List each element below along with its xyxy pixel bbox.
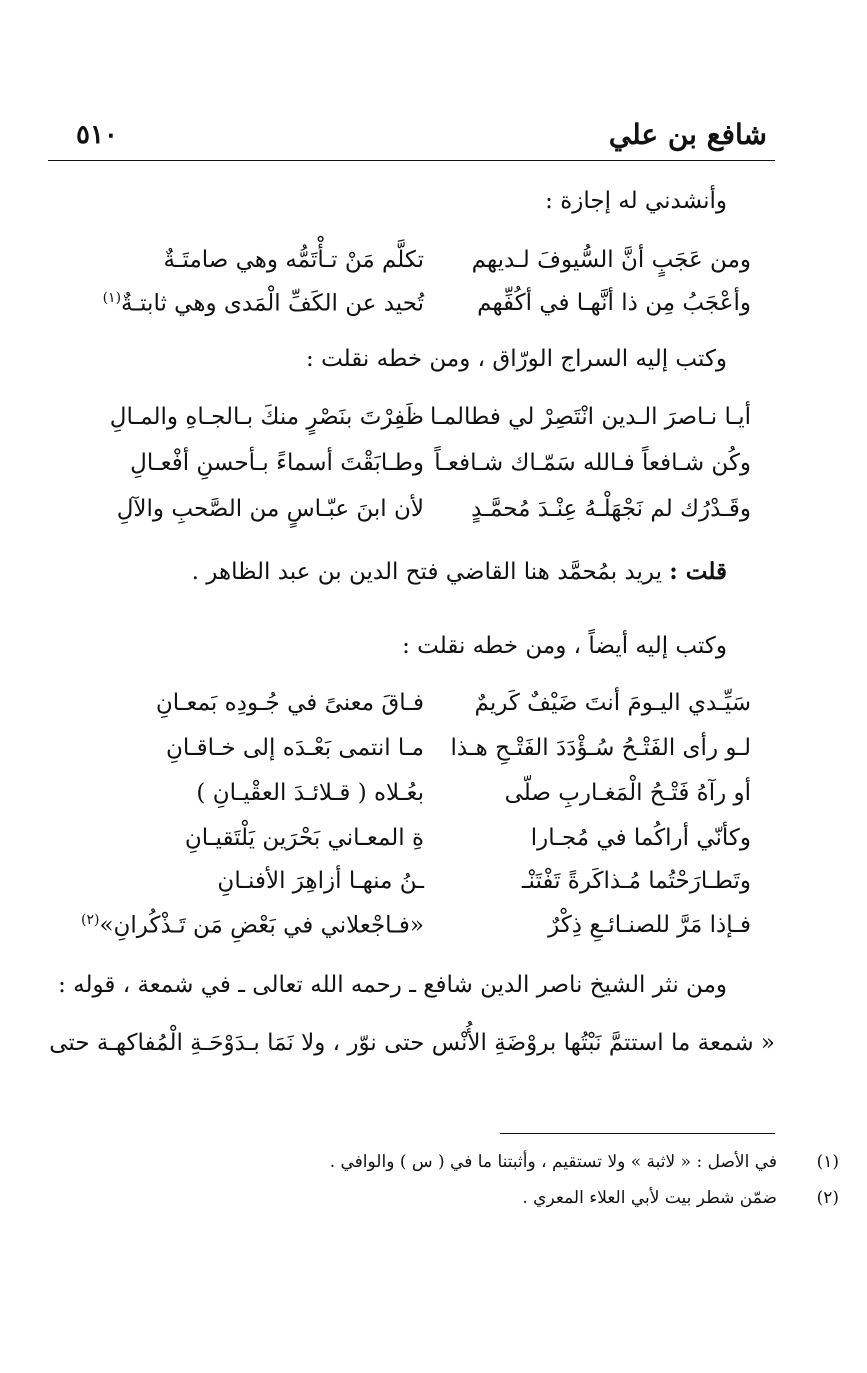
verse-row [48,450,775,490]
verse-ajuz: ـنُ منهـا أزاهِرَ الأفنـانِ [217,868,424,894]
verse-row [48,290,775,330]
verse-ajuz: ةِ المعـاني بَحْرَين يَلْتَقيـانِ [184,825,424,851]
verse-row [48,868,775,908]
verse-sadr: وأعْجَبُ مِن ذا أنَّهـا في أكُفِّهم [477,290,751,316]
verse-sadr: وتَطـارَحْتُما مُـذاكَرةً تَفْتَنْـ [521,868,751,894]
section4-intro: ومن نثر الشيخ ناصر الدين شافع ـ رحمه الله تعالى ـ في شمعة ، قوله : [58,972,727,998]
verse-ajuz: تكلَّم مَنْ تـأْتَمُّه وهي صامتَـةٌ [163,247,424,273]
note-label: قلت : [669,558,727,585]
verse-ajuz [84,290,424,317]
page-number: ٥١٠ [76,120,118,150]
verse-ajuz: بعُـلاه ( قـلائـدَ العقْيـانِ ) [196,780,424,806]
footnote-text: في الأصل : « لاثبة » ولا تستقيم ، وأثبتنا ما في ( س ) والوافي . [329,1152,777,1172]
verse-row [48,735,775,775]
verse-row [48,496,775,536]
section3-intro: وكتب إليه أيضاً ، ومن خطه نقلت : [402,633,727,659]
footnote-number: (٢) [816,1188,839,1208]
footnote-ref-1: (١) [102,290,122,306]
verse-ajuz-text: تُحيد عن الكَفِّ الْمَدى وهي ثابتـةٌ [121,290,424,317]
verse-row [48,690,775,730]
section1-intro: وأنشدني له إجازة : [545,188,727,214]
note-text: يريد بمُحمَّد هنا القاضي فتح الدين بن عبد الظاهر . [191,559,662,585]
verse-ajuz: لأن ابنَ عبّـاسٍ من الصَّحبِ والآلِ [116,496,424,522]
verse-ajuz [80,912,424,939]
verse-row [48,825,775,865]
verse-sadr: ومن عَجَبٍ أنَّ السُّيوفَ لـديهم [471,247,751,273]
page-header [48,118,775,162]
footnote-ref-2: (٢) [80,912,100,928]
verse-row [48,780,775,820]
verse-ajuz: مـا انتمى بَعْـدَه إلى خـاقـانِ [165,735,424,761]
section4-text: « شمعة ما استتمَّ نَبْتُها بروْضَةِ الأُنْس حتى نوّر ، ولا نَمَا بـدَوْحَـةِ الْمُفاكهـة حتى [49,1030,775,1056]
editor-note [192,558,727,585]
header-rule [48,160,775,161]
verse-sadr: أو رآهُ فَتْـحُ الْمَغـاربِ صلّى [504,780,751,806]
verse-sadr: وقَـدْرُك لم نَجْهَلْـهُ عِنْـدَ مُحمَّـدٍ [471,496,751,522]
footnote-rule [500,1133,775,1134]
verse-sadr: سَيِّـدي اليـومَ أنتَ ضَيْفٌ كَريمٌ [474,690,751,716]
verse-ajuz: وطـابَقْتَ أسماءً بـأحسنِ أفْعـالِ [130,450,424,476]
verse-sadr: لـو رأى الفَتْـحُ سُـؤْدَدَ الفَتْـحِ هـذا [450,735,751,761]
section2-intro: وكتب إليه السراج الورّاق ، ومن خطه نقلت : [306,346,727,372]
running-title: شافع بن علي [608,118,767,151]
footnote-number: (١) [816,1152,839,1172]
verse-ajuz: فـاقَ معنىً في جُـودِه بَمعـانِ [155,690,424,716]
verse-ajuz: ظَفِرْتَ بنَصْرٍ منكَ بـالجـاهِ والمـالِ [109,404,424,430]
footnote-1 [329,1152,839,1172]
verse-ajuz-text: «فـاجْعلاني في بَعْضِ مَن تَـذْكُرانِ» [99,912,424,939]
verse-sadr: وكأنّي أراكُما في مُجـارا [530,825,751,851]
footnote-2 [522,1188,839,1208]
verse-row [48,404,775,444]
verse-sadr: وكُن شـافعاً فـالله سَمّـاك شـافعـاً [434,450,751,476]
footnote-text: ضمّن شطر بيت لأبي العلاء المعري . [522,1188,777,1208]
verse-row [48,912,775,952]
verse-row [48,247,775,287]
verse-sadr: أيـا نـاصرَ الـدين انْتَصِرْ لي فطالمـا [429,404,751,430]
verse-sadr: فـإذا مَرَّ للصنـائـعِ ذِكْرٌ [548,912,751,938]
